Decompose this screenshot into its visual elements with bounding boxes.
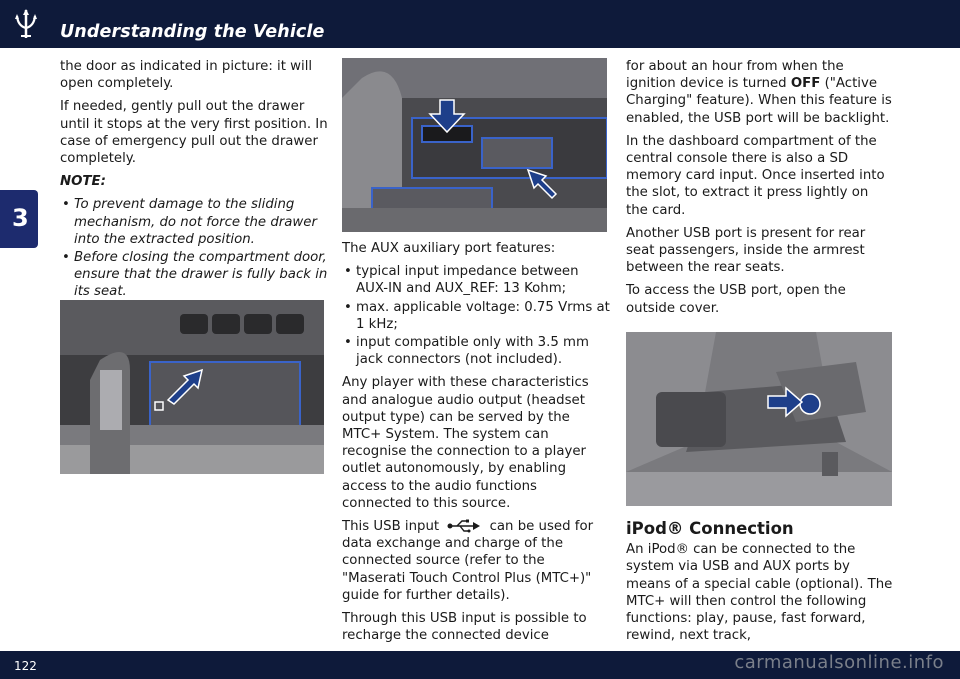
paragraph: Through this USB input is possible to recharge the connected device — [342, 611, 587, 644]
feature-item: • input compatible only with 3.5 mm jack connectors (not included). — [342, 334, 610, 368]
paragraph: The AUX auxiliary port features: — [342, 241, 556, 256]
usb-icon — [447, 519, 481, 533]
trident-logo-icon — [8, 6, 44, 42]
text-span: ("Active Charging" feature). When this feature is enabled, the USB port will be backlight. — [626, 76, 892, 126]
feature-list — [342, 263, 610, 368]
feature-item: • max. applicable voltage: 0.75 Vrms at 1 kHz; — [342, 299, 610, 333]
note-item: • Before closing the compartment door, ensure that the drawer is fully back in its seat. — [60, 249, 328, 301]
page-footer — [0, 651, 960, 679]
watermark: carmanualsonline.info — [734, 652, 944, 673]
note-label: NOTE: — [60, 174, 106, 190]
column-3 — [626, 58, 894, 323]
feature-item: • typical input impedance between AUX-IN and AUX_REF: 13 Kohm; — [342, 263, 610, 297]
header-title: Understanding the Vehicle — [60, 22, 325, 42]
aux-usb-photo — [342, 58, 607, 232]
bold-text: OFF — [790, 76, 821, 92]
usb-text-before: This USB input — [342, 519, 440, 535]
paragraph: Another USB port is present for rear seat passengers, inside the armrest between the rear seats. — [626, 225, 866, 276]
note-item: • To prevent damage to the sliding mechanism, do not force the drawer into the extracted position. — [60, 196, 328, 248]
column-2 — [342, 240, 610, 650]
chapter-number: 3 — [12, 204, 29, 232]
armrest-photo — [626, 332, 892, 506]
page-number: 122 — [14, 659, 37, 673]
page-header — [0, 0, 960, 48]
glovebox-photo — [60, 300, 324, 474]
note-list — [60, 196, 328, 300]
paragraph: the door as indicated in picture: it will open completely. — [60, 59, 313, 92]
text-span: for about an hour from when the ignition device is turned — [626, 59, 844, 92]
paragraph: Any player with these characteristics and analogue audio output (headset output type) can be served by the MTC+ System. The system can recognise the connection to a player outlet autonomously, by enabling access to the audio functions connected to this source. — [342, 375, 589, 511]
paragraph: To access the USB port, open the outside cover. — [626, 283, 846, 316]
column-1 — [60, 58, 328, 307]
usb-text-after: can be used for data exchange and charge of the connected source (refer to the "Maserati Touch Control Plus (MTC+)" guide for further details). — [342, 519, 594, 603]
chapter-tab[interactable] — [0, 190, 38, 248]
paragraph: In the dashboard compartment of the central console there is also a SD memory card input. Once inserted into the slot, to extract it press lightly on the card. — [626, 133, 885, 218]
paragraph — [342, 518, 610, 604]
section-title: iPod® Connection — [626, 519, 794, 538]
paragraph: An iPod® can be connected to the system via USB and AUX ports by means of a special cable (optional). The MTC+ will then control the following functions: play, pause, fast forward, rewind, next track, — [626, 542, 893, 644]
column-3-lower — [626, 514, 894, 650]
paragraph — [626, 58, 894, 127]
paragraph: If needed, gently pull out the drawer until it stops at the very first position. In case of emergency pull out the drawer completely. — [60, 99, 328, 167]
